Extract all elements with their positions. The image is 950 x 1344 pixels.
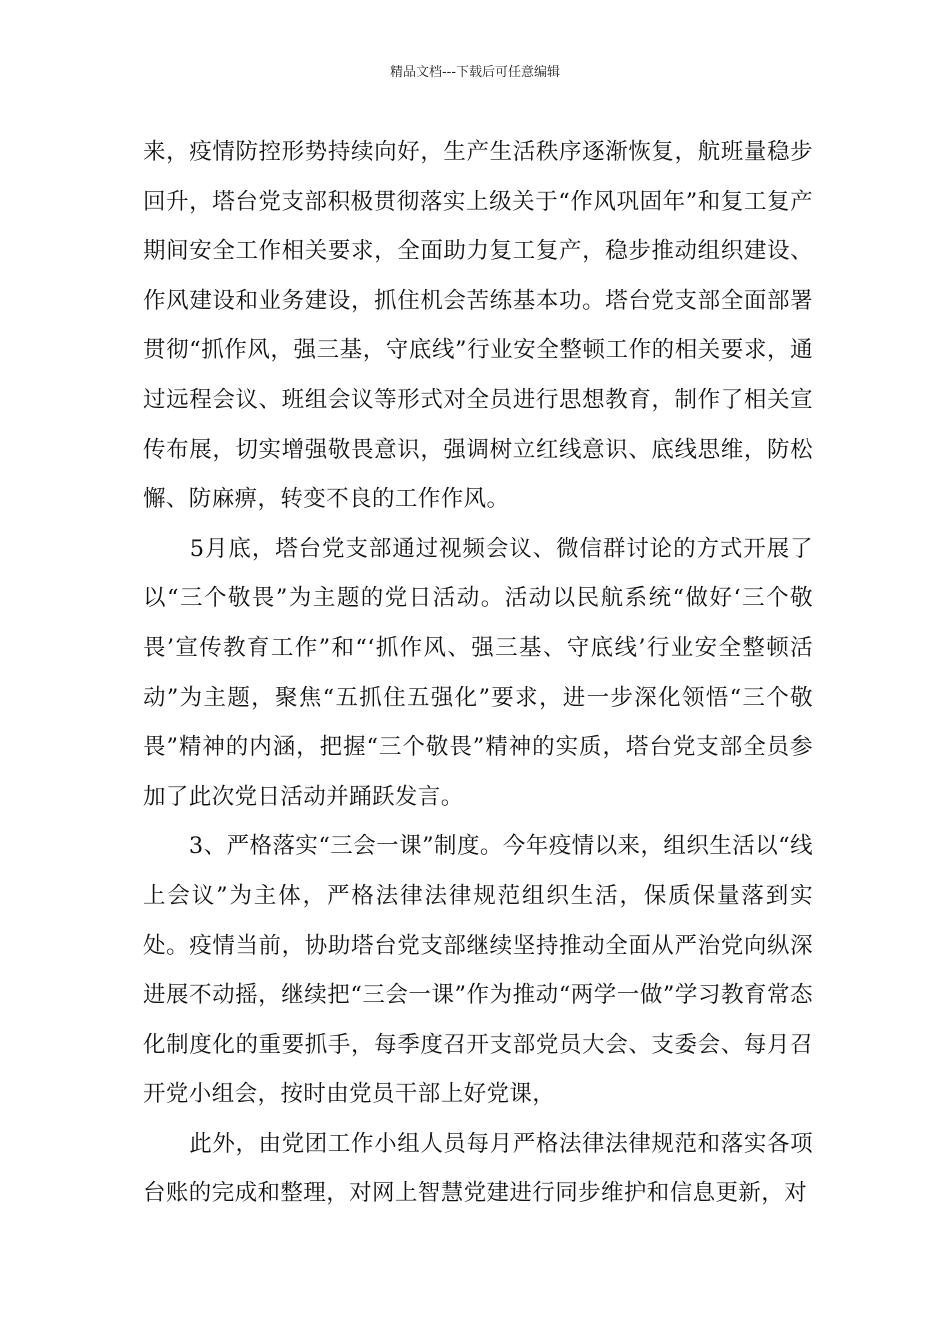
page-header: 精品文档---下载后可任意编辑: [389, 65, 561, 80]
paragraph-4: 此外，由党团工作小组人员每月严格法律法律规范和落实各项台账的完成和整理，对网上智慧党建进行同步维护和信息更新，对: [143, 1130, 813, 1207]
document-body: [143, 128, 813, 1219]
paragraph-3: 3、严格落实“三会一课”制度。今年疫情以来，组织生活以“线上会议”为主体，严格法律法律规范组织生活，保质保量落到实处。疫情当前，协助塔台党支部继续坚持推动全面从严治党向纵深进展不动摇，继续把“三会一课”作为推动“两学一做”学习教育常态化制度化的重要抓手，每季度召开支部党员大会、支委会、每月召开党小组会，按时由党员干部上好党课，: [143, 833, 813, 1108]
paragraph-2: 5月底，塔台党支部通过视频会议、微信群讨论的方式开展了以“三个敬畏”为主题的党日活动。活动以民航系统“做好‘三个敬畏’宣传教育工作”和“‘抓作风、强三基、守底线’行业安全整顿活动”为主题，聚焦“五抓住五强化”要求，进一步深化领悟“三个敬畏”精神的内涵，把握“三个敬畏”精神的实质，塔台党支部全员参加了此次党日活动并踊跃发言。: [143, 535, 813, 810]
paragraph-1: 来，疫情防控形势持续向好，生产生活秩序逐渐恢复，航班量稳步回升，塔台党支部积极贯彻落实上级关于“作风巩固年”和复工复产期间安全工作相关要求，全面助力复工复产，稳步推动组织建设、作风建设和业务建设，抓住机会苦练基本功。塔台党支部全面部署贯彻“抓作风，强三基，守底线”行业安全整顿工作的相关要求，通过远程会议、班组会议等形式对全员进行思想教育，制作了相关宣传布展，切实增强敬畏意识，强调树立红线意识、底线思维，防松懈、防麻痹，转变不良的工作作风。: [143, 139, 813, 513]
